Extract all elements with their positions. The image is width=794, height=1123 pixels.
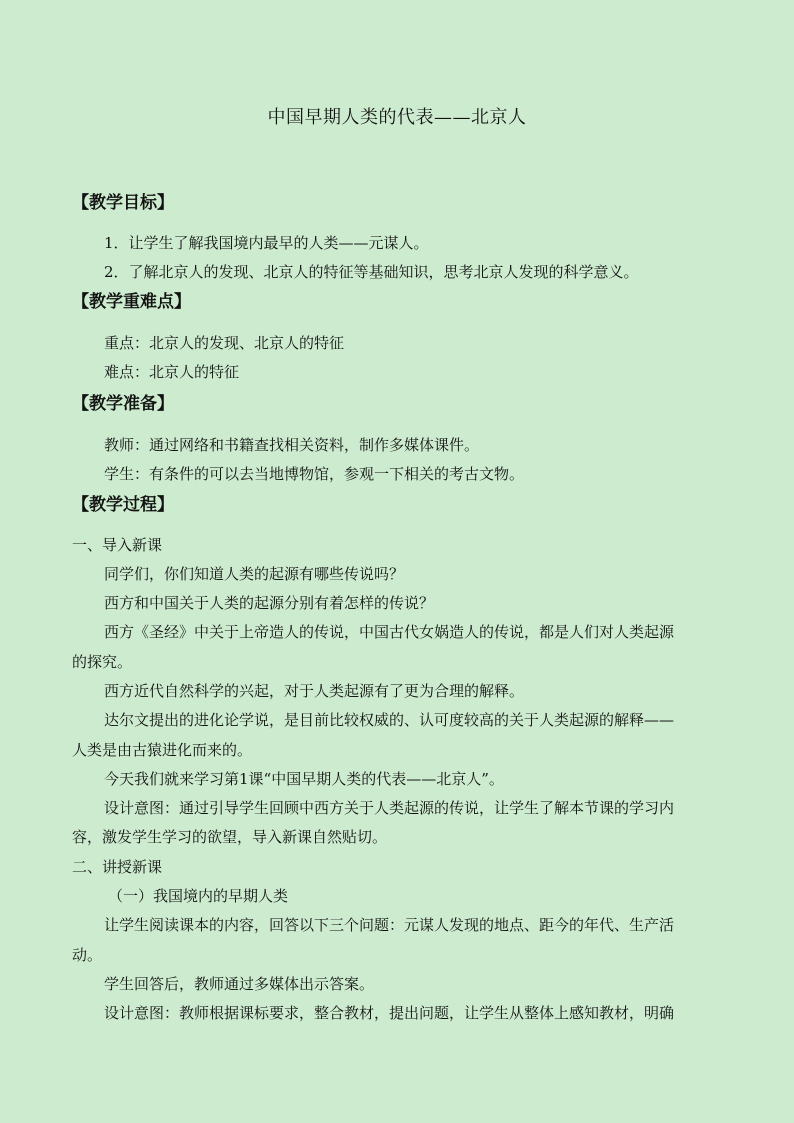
process-line: 容，激发学生学习的欲望，导入新课自然贴切。 <box>72 828 388 846</box>
process-line: 人类是由古猿进化而来的。 <box>72 741 253 759</box>
process-subsection-one: （一）我国境内的早期人类 <box>108 887 289 905</box>
prep-student: 学生：有条件的可以去当地博物馆，参观一下相关的考古文物。 <box>104 465 525 483</box>
process-line: 的探究。 <box>72 653 133 671</box>
key-point-difficult: 难点：北京人的特征 <box>104 363 240 381</box>
process-line: 设计意图：通过引导学生回顾中西方关于人类起源的传说，让学生了解本节课的学习内 <box>104 799 675 817</box>
process-line: 设计意图：教师根据课标要求，整合教材，提出问题，让学生从整体上感知教材，明确 <box>104 1004 675 1022</box>
page-title: 中国早期人类的代表——北京人 <box>267 107 527 128</box>
process-line: 西方和中国关于人类的起源分别有着怎样的传说？ <box>104 594 435 612</box>
process-line: 西方近代自然科学的兴起，对于人类起源有了更为合理的解释。 <box>104 682 525 700</box>
process-line: 让学生阅读课本的内容，回答以下三个问题：元谋人发现的地点、距今的年代、生产活 <box>104 916 675 934</box>
process-line: 同学们，你们知道人类的起源有哪些传说吗？ <box>104 565 405 583</box>
goal-item-1: 1．让学生了解我国境内最早的人类——元谋人。 <box>104 234 429 252</box>
heading-teaching-process: 【教学过程】 <box>72 495 174 515</box>
heading-preparation: 【教学准备】 <box>72 394 174 414</box>
process-line: 达尔文提出的进化论学说，是目前比较权威的、认可度较高的关于人类起源的解释—— <box>104 711 675 729</box>
goal-item-2: 2．了解北京人的发现、北京人的特征等基础知识，思考北京人发现的科学意义。 <box>104 263 639 281</box>
process-section-two: 二、讲授新课 <box>72 858 163 876</box>
key-point-main: 重点：北京人的发现、北京人的特征 <box>104 334 345 352</box>
prep-teacher: 教师：通过网络和书籍查找相关资料，制作多媒体课件。 <box>104 436 480 454</box>
process-section-one: 一、导入新课 <box>72 536 163 554</box>
process-line: 学生回答后，教师通过多媒体出示答案。 <box>104 975 375 993</box>
heading-teaching-goals: 【教学目标】 <box>72 193 174 213</box>
process-line: 动。 <box>72 946 103 964</box>
process-line: 今天我们就来学习第1课“中国早期人类的代表——北京人”。 <box>104 770 504 788</box>
heading-key-points: 【教学重难点】 <box>72 292 191 312</box>
process-line: 西方《圣经》中关于上帝造人的传说，中国古代女娲造人的传说，都是人们对人类起源 <box>104 623 675 641</box>
